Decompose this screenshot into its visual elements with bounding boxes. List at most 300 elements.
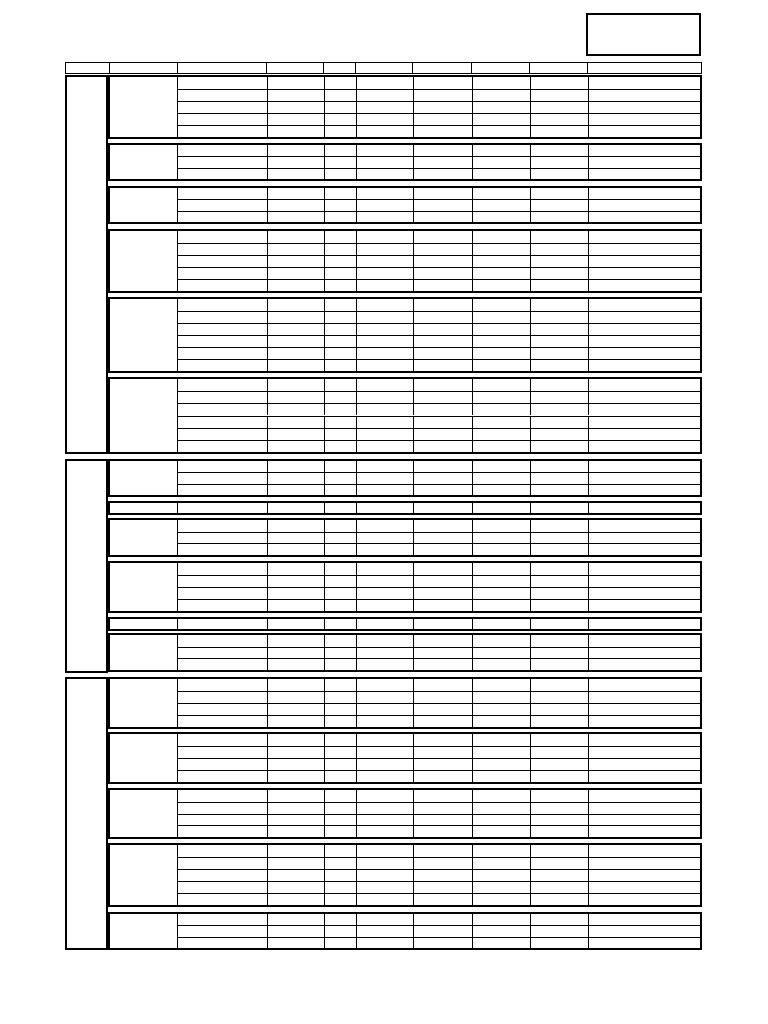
table-cell[interactable] (324, 771, 356, 782)
table-cell[interactable] (324, 938, 356, 948)
table-cell[interactable] (472, 77, 530, 89)
table-cell[interactable] (178, 360, 267, 371)
table-cell[interactable] (530, 417, 588, 428)
table-cell[interactable] (472, 212, 530, 222)
table-cell[interactable] (413, 845, 472, 857)
table-cell[interactable] (588, 441, 704, 452)
table-cell[interactable] (530, 588, 588, 599)
table-cell[interactable] (178, 600, 267, 611)
table-cell[interactable] (472, 815, 530, 826)
table-cell[interactable] (472, 231, 530, 243)
table-cell[interactable] (530, 544, 588, 555)
table-cell[interactable] (267, 77, 324, 89)
table-cell[interactable] (588, 280, 704, 291)
table-cell[interactable] (356, 533, 413, 544)
table-cell[interactable] (356, 926, 413, 936)
table-cell[interactable] (178, 845, 267, 857)
table-cell[interactable] (472, 734, 530, 746)
table-cell[interactable] (530, 503, 588, 513)
table-cell[interactable] (588, 392, 704, 403)
table-cell[interactable] (413, 926, 472, 936)
table-cell[interactable] (178, 926, 267, 936)
table-cell[interactable] (472, 588, 530, 599)
table-cell[interactable] (178, 280, 267, 291)
table-cell[interactable] (324, 679, 356, 691)
table-cell[interactable] (267, 716, 324, 727)
table-cell[interactable] (178, 938, 267, 948)
table-cell[interactable] (267, 894, 324, 905)
table-cell[interactable] (356, 704, 413, 715)
table-cell[interactable] (530, 926, 588, 936)
table-cell[interactable] (267, 324, 324, 335)
table-cell[interactable] (588, 734, 704, 746)
table-cell[interactable] (267, 544, 324, 555)
table-cell[interactable] (588, 485, 704, 495)
table-cell[interactable] (588, 894, 704, 905)
table-cell[interactable] (324, 759, 356, 770)
table-cell[interactable] (530, 771, 588, 782)
table-cell[interactable] (356, 503, 413, 513)
table-cell[interactable] (588, 473, 704, 483)
table-cell[interactable] (267, 256, 324, 267)
table-cell[interactable] (324, 790, 356, 802)
table-cell[interactable] (356, 790, 413, 802)
table-cell[interactable] (178, 244, 267, 255)
table-cell[interactable] (413, 882, 472, 893)
table-cell[interactable] (178, 212, 267, 222)
table-cell[interactable] (413, 157, 472, 167)
table-cell[interactable] (588, 771, 704, 782)
table-cell[interactable] (324, 299, 356, 311)
table-cell[interactable] (267, 771, 324, 782)
table-cell[interactable] (413, 280, 472, 291)
table-cell[interactable] (530, 845, 588, 857)
table-cell[interactable] (324, 404, 356, 415)
table-cell[interactable] (413, 734, 472, 746)
table-cell[interactable] (267, 114, 324, 125)
table-cell[interactable] (413, 256, 472, 267)
table-cell[interactable] (588, 145, 704, 156)
table-cell[interactable] (530, 692, 588, 703)
table-cell[interactable] (588, 126, 704, 137)
table-cell[interactable] (178, 588, 267, 599)
table-cell[interactable] (413, 102, 472, 113)
table-cell[interactable] (588, 544, 704, 555)
table-cell[interactable] (267, 360, 324, 371)
table-cell[interactable] (356, 826, 413, 837)
table-cell[interactable] (324, 102, 356, 113)
table-cell[interactable] (588, 815, 704, 826)
table-cell[interactable] (530, 938, 588, 948)
table-cell[interactable] (356, 563, 413, 575)
table-cell[interactable] (356, 77, 413, 89)
table-cell[interactable] (588, 256, 704, 267)
table-cell[interactable] (413, 815, 472, 826)
table-cell[interactable] (178, 200, 267, 210)
table-cell[interactable] (472, 157, 530, 167)
table-cell[interactable] (413, 503, 472, 513)
table-cell[interactable] (472, 747, 530, 758)
table-cell[interactable] (413, 485, 472, 495)
table-cell[interactable] (267, 473, 324, 483)
table-cell[interactable] (324, 503, 356, 513)
table-cell[interactable] (530, 815, 588, 826)
table-cell[interactable] (356, 485, 413, 495)
table-cell[interactable] (324, 704, 356, 715)
table-cell[interactable] (267, 485, 324, 495)
table-cell[interactable] (267, 914, 324, 925)
table-cell[interactable] (413, 360, 472, 371)
table-cell[interactable] (530, 336, 588, 347)
table-cell[interactable] (588, 268, 704, 279)
table-cell[interactable] (472, 360, 530, 371)
table-cell[interactable] (267, 299, 324, 311)
table-cell[interactable] (267, 563, 324, 575)
table-cell[interactable] (530, 102, 588, 113)
table-cell[interactable] (356, 914, 413, 925)
table-cell[interactable] (413, 520, 472, 532)
table-cell[interactable] (356, 126, 413, 137)
table-cell[interactable] (588, 520, 704, 532)
table-cell[interactable] (413, 200, 472, 210)
table-cell[interactable] (267, 157, 324, 167)
table-cell[interactable] (324, 747, 356, 758)
table-cell[interactable] (324, 90, 356, 101)
table-cell[interactable] (324, 815, 356, 826)
table-cell[interactable] (530, 461, 588, 472)
table-cell[interactable] (413, 938, 472, 948)
table-cell[interactable] (472, 441, 530, 452)
table-cell[interactable] (413, 759, 472, 770)
table-cell[interactable] (178, 826, 267, 837)
table-cell[interactable] (178, 102, 267, 113)
table-cell[interactable] (324, 392, 356, 403)
table-cell[interactable] (588, 716, 704, 727)
table-cell[interactable] (324, 520, 356, 532)
table-cell[interactable] (324, 348, 356, 359)
table-cell[interactable] (324, 312, 356, 323)
table-cell[interactable] (530, 790, 588, 802)
table-cell[interactable] (413, 392, 472, 403)
table-cell[interactable] (356, 324, 413, 335)
table-cell[interactable] (356, 870, 413, 881)
table-cell[interactable] (588, 845, 704, 857)
table-cell[interactable] (178, 619, 267, 629)
table-cell[interactable] (530, 473, 588, 483)
table-cell[interactable] (356, 845, 413, 857)
table-cell[interactable] (267, 648, 324, 659)
table-cell[interactable] (588, 102, 704, 113)
table-cell[interactable] (472, 348, 530, 359)
table-cell[interactable] (413, 441, 472, 452)
table-cell[interactable] (530, 299, 588, 311)
table-cell[interactable] (472, 188, 530, 199)
table-cell[interactable] (267, 533, 324, 544)
table-cell[interactable] (267, 520, 324, 532)
table-cell[interactable] (178, 485, 267, 495)
table-cell[interactable] (267, 588, 324, 599)
table-cell[interactable] (178, 429, 267, 440)
table-cell[interactable] (324, 77, 356, 89)
table-cell[interactable] (267, 417, 324, 428)
table-cell[interactable] (413, 914, 472, 925)
table-cell[interactable] (530, 188, 588, 199)
table-cell[interactable] (324, 648, 356, 659)
table-cell[interactable] (356, 102, 413, 113)
table-cell[interactable] (324, 379, 356, 391)
table-cell[interactable] (324, 324, 356, 335)
table-cell[interactable] (413, 379, 472, 391)
table-cell[interactable] (324, 858, 356, 869)
table-cell[interactable] (356, 312, 413, 323)
table-cell[interactable] (413, 790, 472, 802)
table-cell[interactable] (356, 648, 413, 659)
table-cell[interactable] (324, 870, 356, 881)
table-cell[interactable] (356, 212, 413, 222)
table-cell[interactable] (178, 157, 267, 167)
table-cell[interactable] (588, 826, 704, 837)
table-cell[interactable] (413, 348, 472, 359)
table-cell[interactable] (178, 659, 267, 670)
table-cell[interactable] (413, 826, 472, 837)
table-cell[interactable] (356, 679, 413, 691)
table-cell[interactable] (178, 461, 267, 472)
table-cell[interactable] (267, 679, 324, 691)
table-cell[interactable] (267, 870, 324, 881)
table-cell[interactable] (324, 169, 356, 179)
table-cell[interactable] (267, 461, 324, 472)
table-cell[interactable] (588, 244, 704, 255)
table-cell[interactable] (413, 336, 472, 347)
table-cell[interactable] (356, 803, 413, 814)
table-cell[interactable] (178, 126, 267, 137)
table-cell[interactable] (472, 858, 530, 869)
table-cell[interactable] (356, 600, 413, 611)
table-cell[interactable] (413, 619, 472, 629)
table-cell[interactable] (588, 858, 704, 869)
table-cell[interactable] (178, 312, 267, 323)
table-cell[interactable] (356, 157, 413, 167)
table-cell[interactable] (267, 392, 324, 403)
table-cell[interactable] (413, 77, 472, 89)
table-cell[interactable] (588, 429, 704, 440)
table-cell[interactable] (324, 716, 356, 727)
table-cell[interactable] (356, 716, 413, 727)
table-cell[interactable] (530, 126, 588, 137)
table-cell[interactable] (413, 244, 472, 255)
table-cell[interactable] (324, 619, 356, 629)
table-cell[interactable] (530, 635, 588, 647)
table-cell[interactable] (530, 404, 588, 415)
table-cell[interactable] (178, 771, 267, 782)
table-cell[interactable] (472, 256, 530, 267)
table-cell[interactable] (588, 600, 704, 611)
table-cell[interactable] (178, 858, 267, 869)
table-cell[interactable] (267, 244, 324, 255)
table-cell[interactable] (324, 212, 356, 222)
table-cell[interactable] (356, 759, 413, 770)
table-cell[interactable] (472, 826, 530, 837)
table-cell[interactable] (324, 114, 356, 125)
table-cell[interactable] (324, 256, 356, 267)
table-cell[interactable] (178, 544, 267, 555)
table-cell[interactable] (356, 417, 413, 428)
table-cell[interactable] (356, 747, 413, 758)
table-cell[interactable] (472, 244, 530, 255)
table-cell[interactable] (267, 803, 324, 814)
table-cell[interactable] (267, 312, 324, 323)
table-cell[interactable] (472, 759, 530, 770)
table-cell[interactable] (588, 619, 704, 629)
table-cell[interactable] (356, 231, 413, 243)
table-cell[interactable] (472, 659, 530, 670)
table-cell[interactable] (530, 379, 588, 391)
table-cell[interactable] (178, 114, 267, 125)
table-cell[interactable] (178, 188, 267, 199)
table-cell[interactable] (530, 324, 588, 335)
table-cell[interactable] (413, 648, 472, 659)
table-cell[interactable] (472, 576, 530, 587)
table-cell[interactable] (178, 231, 267, 243)
table-cell[interactable] (324, 635, 356, 647)
table-cell[interactable] (178, 473, 267, 483)
table-cell[interactable] (267, 200, 324, 210)
table-cell[interactable] (472, 771, 530, 782)
table-cell[interactable] (530, 157, 588, 167)
table-cell[interactable] (324, 692, 356, 703)
table-cell[interactable] (356, 429, 413, 440)
table-cell[interactable] (530, 747, 588, 758)
table-cell[interactable] (267, 759, 324, 770)
table-cell[interactable] (178, 815, 267, 826)
table-cell[interactable] (324, 417, 356, 428)
table-cell[interactable] (267, 845, 324, 857)
table-cell[interactable] (472, 563, 530, 575)
table-cell[interactable] (267, 231, 324, 243)
table-cell[interactable] (588, 635, 704, 647)
table-cell[interactable] (267, 882, 324, 893)
table-cell[interactable] (413, 858, 472, 869)
table-cell[interactable] (472, 704, 530, 715)
table-cell[interactable] (413, 747, 472, 758)
table-cell[interactable] (472, 90, 530, 101)
table-cell[interactable] (472, 870, 530, 881)
table-cell[interactable] (530, 429, 588, 440)
table-cell[interactable] (267, 938, 324, 948)
table-cell[interactable] (588, 503, 704, 513)
table-cell[interactable] (178, 648, 267, 659)
table-cell[interactable] (178, 790, 267, 802)
table-cell[interactable] (530, 882, 588, 893)
table-cell[interactable] (413, 563, 472, 575)
table-cell[interactable] (324, 734, 356, 746)
table-cell[interactable] (472, 336, 530, 347)
table-cell[interactable] (588, 379, 704, 391)
table-cell[interactable] (267, 280, 324, 291)
table-cell[interactable] (267, 576, 324, 587)
table-cell[interactable] (588, 692, 704, 703)
table-cell[interactable] (530, 894, 588, 905)
table-cell[interactable] (530, 533, 588, 544)
table-cell[interactable] (324, 485, 356, 495)
table-cell[interactable] (267, 619, 324, 629)
table-cell[interactable] (267, 815, 324, 826)
table-cell[interactable] (413, 870, 472, 881)
table-cell[interactable] (413, 588, 472, 599)
table-cell[interactable] (588, 790, 704, 802)
table-cell[interactable] (267, 404, 324, 415)
table-cell[interactable] (472, 102, 530, 113)
table-cell[interactable] (356, 894, 413, 905)
table-cell[interactable] (530, 145, 588, 156)
table-cell[interactable] (267, 826, 324, 837)
table-cell[interactable] (178, 503, 267, 513)
table-cell[interactable] (588, 360, 704, 371)
table-cell[interactable] (472, 619, 530, 629)
table-cell[interactable] (178, 520, 267, 532)
table-cell[interactable] (588, 679, 704, 691)
table-cell[interactable] (472, 503, 530, 513)
table-cell[interactable] (413, 894, 472, 905)
table-cell[interactable] (267, 379, 324, 391)
table-cell[interactable] (413, 145, 472, 156)
table-cell[interactable] (472, 169, 530, 179)
table-cell[interactable] (324, 473, 356, 483)
table-cell[interactable] (472, 473, 530, 483)
table-cell[interactable] (530, 244, 588, 255)
table-cell[interactable] (588, 659, 704, 670)
table-cell[interactable] (178, 256, 267, 267)
table-cell[interactable] (588, 759, 704, 770)
table-cell[interactable] (267, 503, 324, 513)
table-cell[interactable] (413, 692, 472, 703)
table-cell[interactable] (588, 803, 704, 814)
table-cell[interactable] (472, 845, 530, 857)
table-cell[interactable] (472, 379, 530, 391)
table-cell[interactable] (530, 392, 588, 403)
table-cell[interactable] (413, 212, 472, 222)
table-cell[interactable] (472, 894, 530, 905)
table-cell[interactable] (472, 126, 530, 137)
table-cell[interactable] (588, 747, 704, 758)
table-cell[interactable] (356, 360, 413, 371)
table-cell[interactable] (472, 280, 530, 291)
table-cell[interactable] (530, 212, 588, 222)
table-cell[interactable] (472, 429, 530, 440)
table-cell[interactable] (267, 704, 324, 715)
table-cell[interactable] (413, 312, 472, 323)
table-cell[interactable] (324, 126, 356, 137)
table-cell[interactable] (324, 914, 356, 925)
table-cell[interactable] (178, 417, 267, 428)
table-cell[interactable] (588, 312, 704, 323)
table-cell[interactable] (472, 692, 530, 703)
table-cell[interactable] (413, 90, 472, 101)
table-cell[interactable] (356, 114, 413, 125)
table-cell[interactable] (267, 145, 324, 156)
table-cell[interactable] (356, 280, 413, 291)
table-cell[interactable] (588, 90, 704, 101)
table-cell[interactable] (472, 417, 530, 428)
table-cell[interactable] (324, 659, 356, 670)
table-cell[interactable] (324, 188, 356, 199)
table-cell[interactable] (530, 826, 588, 837)
table-cell[interactable] (530, 90, 588, 101)
table-cell[interactable] (588, 200, 704, 210)
table-cell[interactable] (472, 404, 530, 415)
table-cell[interactable] (356, 256, 413, 267)
table-cell[interactable] (178, 894, 267, 905)
